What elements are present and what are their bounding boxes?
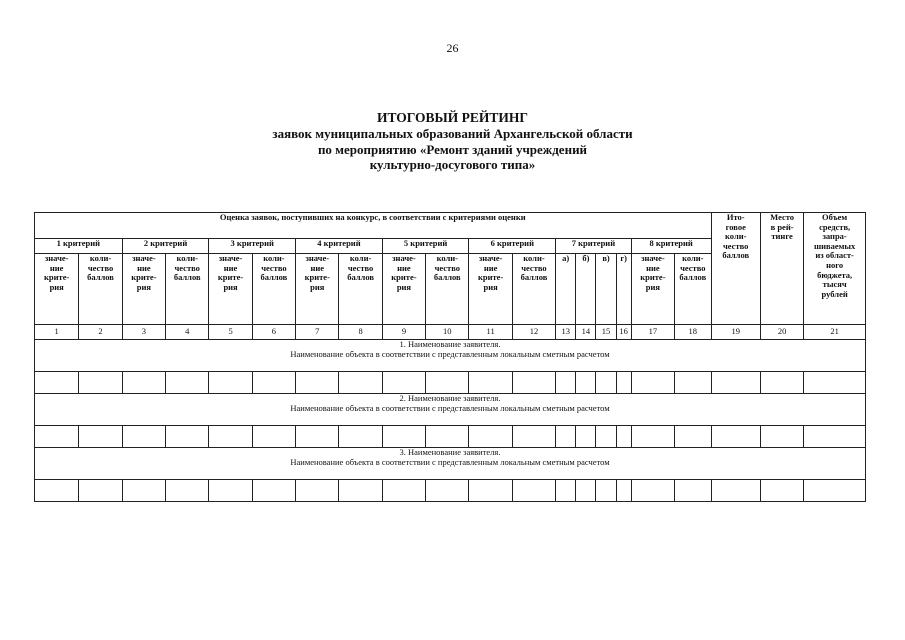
- value-subheader-line: рия: [396, 281, 412, 292]
- data-cell: [631, 372, 674, 394]
- data-cell: [35, 426, 79, 448]
- value-subheader-line: крите-: [44, 272, 70, 283]
- criterion-header: 3 критерий: [209, 239, 296, 254]
- data-cell: [35, 372, 79, 394]
- total-score-header-line: говое: [725, 221, 746, 232]
- data-cell: [631, 426, 674, 448]
- data-cell: [209, 480, 252, 502]
- data-cell: [166, 372, 209, 394]
- rating-table: [34, 212, 866, 502]
- data-cell: [209, 426, 252, 448]
- data-cell: [469, 426, 512, 448]
- data-cell: [79, 480, 122, 502]
- data-cell: [675, 480, 711, 502]
- value-subheader: [35, 254, 79, 325]
- data-cell: [209, 372, 252, 394]
- budget-header-line: из област-: [815, 250, 854, 261]
- value-subheader-line: значе-: [392, 253, 416, 263]
- value-subheader: [296, 254, 339, 325]
- criterion7-subcolumn: г): [616, 254, 631, 325]
- data-cell: [556, 426, 576, 448]
- score-subheader: [252, 254, 295, 325]
- criterion7-subcolumn: б): [576, 254, 596, 325]
- column-number: 4: [166, 325, 209, 340]
- data-cell: [804, 426, 866, 448]
- data-cell: [804, 480, 866, 502]
- data-cell: [79, 426, 122, 448]
- value-subheader-line: ние: [137, 262, 151, 273]
- data-cell: [252, 426, 295, 448]
- data-cell: [616, 426, 631, 448]
- score-subheader-line: коли-: [89, 253, 112, 263]
- column-number: 10: [426, 325, 469, 340]
- score-subheader: [675, 254, 711, 325]
- data-cell: [426, 426, 469, 448]
- column-number: 21: [804, 325, 866, 340]
- score-subheader-line: коли-: [349, 253, 372, 263]
- value-subheader: [122, 254, 165, 325]
- score-subheader-line: чество: [521, 262, 547, 273]
- score-subheader-line: баллов: [347, 272, 374, 283]
- object-name: Наименование объекта в соответствии с представленным локальным сметным расчетом: [290, 348, 610, 359]
- data-cell: [79, 372, 122, 394]
- applicant-section-row: [35, 394, 866, 426]
- criterion-header: 7 критерий: [556, 239, 632, 254]
- data-cell: [512, 372, 555, 394]
- column-number: 20: [760, 325, 803, 340]
- header-row-main: [35, 213, 866, 239]
- data-cell: [675, 426, 711, 448]
- value-subheader: [209, 254, 252, 325]
- score-subheader: [426, 254, 469, 325]
- score-subheader-line: коли-: [176, 253, 198, 263]
- data-cell: [631, 480, 674, 502]
- value-subheader-line: ние: [483, 262, 498, 273]
- score-subheader: [79, 254, 122, 325]
- criterion-header: 5 критерий: [382, 239, 469, 254]
- title-line-1: ИТОГОВЫЙ РЕЙТИНГ: [376, 110, 529, 125]
- value-subheader: [469, 254, 512, 325]
- column-number: 17: [631, 325, 674, 340]
- value-subheader-line: ние: [397, 262, 411, 273]
- value-subheader-line: рия: [223, 281, 238, 292]
- score-subheader-line: чество: [87, 262, 114, 273]
- value-subheader-line: значе-: [305, 253, 330, 263]
- score-subheader-line: баллов: [433, 272, 461, 283]
- object-name: Наименование объекта в соответствии с представленным локальным сметным расчетом: [290, 456, 610, 467]
- column-number: 13: [556, 325, 576, 340]
- column-number: 6: [252, 325, 295, 340]
- value-subheader-line: ние: [646, 262, 660, 273]
- data-cell: [382, 372, 425, 394]
- column-number: 19: [711, 325, 760, 340]
- column-number: 15: [596, 325, 616, 340]
- applicant-name: 3. Наименование заявителя.: [399, 447, 501, 457]
- value-subheader-line: крите-: [304, 272, 330, 283]
- data-cell: [339, 426, 382, 448]
- criterion7-subcolumn: а): [556, 254, 576, 325]
- rank-header-line: Место: [770, 212, 795, 222]
- data-cell: [122, 480, 165, 502]
- score-subheader-line: баллов: [173, 272, 201, 283]
- data-cell: [166, 426, 209, 448]
- column-number: 12: [512, 325, 555, 340]
- score-subheader-line: чество: [261, 262, 287, 273]
- budget-header-line: ного: [826, 259, 844, 270]
- value-subheader-line: рия: [645, 281, 660, 292]
- rank-header-line: тинге: [771, 231, 793, 242]
- value-subheader-line: рия: [49, 281, 64, 292]
- data-cell: [616, 372, 631, 394]
- column-number: 2: [79, 325, 122, 340]
- data-cell: [556, 372, 576, 394]
- column-number: 7: [296, 325, 339, 340]
- score-subheader-line: коли-: [436, 253, 458, 263]
- data-cell: [252, 480, 295, 502]
- score-subheader: [339, 254, 382, 325]
- column-number: 18: [675, 325, 711, 340]
- data-entry-row: [35, 372, 866, 394]
- applicant-section-row: [35, 448, 866, 480]
- document-title: [0, 110, 905, 173]
- title-line-4: культурно-досугового типа»: [369, 157, 536, 172]
- value-subheader-line: крите-: [131, 272, 157, 283]
- score-subheader-line: чество: [434, 262, 460, 273]
- data-cell: [122, 426, 165, 448]
- data-cell: [166, 480, 209, 502]
- total-score-header: [711, 213, 760, 325]
- budget-header: [804, 213, 866, 325]
- score-subheader: [512, 254, 555, 325]
- data-entry-row: [35, 480, 866, 502]
- data-cell: [675, 372, 711, 394]
- value-subheader-line: ние: [49, 262, 64, 273]
- data-cell: [35, 480, 79, 502]
- value-subheader-line: крите-: [640, 272, 666, 283]
- score-subheader: [166, 254, 209, 325]
- data-cell: [596, 372, 616, 394]
- title-line-3: по мероприятию «Ремонт зданий учреждений: [317, 141, 588, 157]
- data-cell: [760, 426, 803, 448]
- applicant-section-row: [35, 340, 866, 372]
- column-number: 5: [209, 325, 252, 340]
- score-subheader-line: баллов: [260, 272, 288, 283]
- budget-header-line: бюджета,: [817, 269, 853, 280]
- score-subheader-line: баллов: [679, 272, 707, 283]
- column-number: 1: [35, 325, 79, 340]
- value-subheader-line: значе-: [478, 253, 503, 263]
- total-score-header-line: чество: [723, 240, 749, 251]
- applicant-name: 2. Наименование заявителя.: [399, 393, 501, 403]
- data-cell: [512, 426, 555, 448]
- score-subheader-line: чество: [174, 262, 200, 273]
- column-number: 16: [616, 325, 631, 340]
- data-cell: [711, 480, 760, 502]
- score-subheader-line: коли-: [682, 253, 704, 263]
- applicant-cell: [35, 394, 866, 426]
- main-header: Оценка заявок, поступивших на конкурс, в соответствии с критериями оценки: [35, 213, 712, 239]
- data-cell: [469, 372, 512, 394]
- budget-header-line: запра-: [822, 231, 847, 242]
- value-subheader-line: рия: [310, 281, 325, 292]
- value-subheader-line: рия: [136, 281, 151, 292]
- criterion-header: 4 критерий: [296, 239, 383, 254]
- value-subheader: [631, 254, 674, 325]
- total-score-header-line: баллов: [722, 250, 750, 261]
- column-number: 9: [382, 325, 425, 340]
- data-cell: [711, 372, 760, 394]
- score-subheader-line: коли-: [523, 253, 545, 263]
- data-cell: [711, 426, 760, 448]
- data-cell: [426, 480, 469, 502]
- data-cell: [596, 480, 616, 502]
- criterion7-subcolumn: в): [596, 254, 616, 325]
- data-cell: [469, 480, 512, 502]
- column-number: 8: [339, 325, 382, 340]
- budget-header-line: шиваемых: [813, 240, 856, 251]
- data-cell: [382, 426, 425, 448]
- total-score-header-line: коли-: [725, 231, 747, 242]
- criterion-header: 1 критерий: [35, 239, 123, 254]
- value-subheader-line: рия: [483, 281, 498, 292]
- rank-header: [760, 213, 803, 325]
- value-subheader: [382, 254, 425, 325]
- value-subheader-line: значе-: [132, 253, 156, 263]
- column-number: 11: [469, 325, 512, 340]
- data-cell: [760, 480, 803, 502]
- column-number-row: [35, 325, 866, 340]
- value-subheader-line: крите-: [217, 272, 244, 283]
- value-subheader-line: ние: [223, 262, 238, 273]
- data-cell: [596, 426, 616, 448]
- applicant-name: 1. Наименование заявителя.: [399, 339, 501, 349]
- data-cell: [576, 372, 596, 394]
- budget-header-line: средств,: [819, 221, 851, 232]
- data-cell: [122, 372, 165, 394]
- data-cell: [556, 480, 576, 502]
- criterion-header: 2 критерий: [122, 239, 209, 254]
- object-name: Наименование объекта в соответствии с представленным локальным сметным расчетом: [290, 402, 610, 413]
- value-subheader-line: значе-: [218, 253, 243, 263]
- value-subheader-line: ние: [310, 262, 325, 273]
- score-subheader-line: баллов: [520, 272, 548, 283]
- data-cell: [512, 480, 555, 502]
- score-subheader-line: баллов: [87, 272, 114, 283]
- value-subheader-line: значе-: [641, 253, 665, 263]
- data-cell: [576, 480, 596, 502]
- score-subheader-line: чество: [680, 262, 706, 273]
- criterion-header: 6 критерий: [469, 239, 556, 254]
- column-number: 3: [122, 325, 165, 340]
- rank-header-line: в рей-: [770, 221, 794, 232]
- data-cell: [339, 372, 382, 394]
- data-cell: [296, 426, 339, 448]
- page-number: 26: [446, 41, 459, 55]
- value-subheader-line: крите-: [477, 272, 504, 283]
- data-cell: [616, 480, 631, 502]
- data-cell: [426, 372, 469, 394]
- column-number: 14: [576, 325, 596, 340]
- value-subheader-line: крите-: [391, 272, 417, 283]
- data-cell: [576, 426, 596, 448]
- data-cell: [804, 372, 866, 394]
- criterion-header: 8 критерий: [631, 239, 711, 254]
- data-cell: [252, 372, 295, 394]
- score-subheader-line: чество: [347, 262, 374, 273]
- data-cell: [382, 480, 425, 502]
- data-cell: [296, 480, 339, 502]
- applicant-cell: [35, 340, 866, 372]
- applicant-cell: [35, 448, 866, 480]
- data-cell: [760, 372, 803, 394]
- value-subheader-line: значе-: [44, 253, 69, 263]
- score-subheader-line: коли-: [263, 253, 285, 263]
- budget-header-line: Объем: [822, 212, 848, 222]
- budget-header-line: рублей: [821, 288, 848, 299]
- budget-header-line: тысяч: [822, 279, 847, 290]
- total-score-header-line: Ито-: [726, 212, 745, 222]
- data-cell: [339, 480, 382, 502]
- data-entry-row: [35, 426, 866, 448]
- title-line-2: заявок муниципальных образований Архангельской области: [272, 126, 633, 141]
- data-cell: [296, 372, 339, 394]
